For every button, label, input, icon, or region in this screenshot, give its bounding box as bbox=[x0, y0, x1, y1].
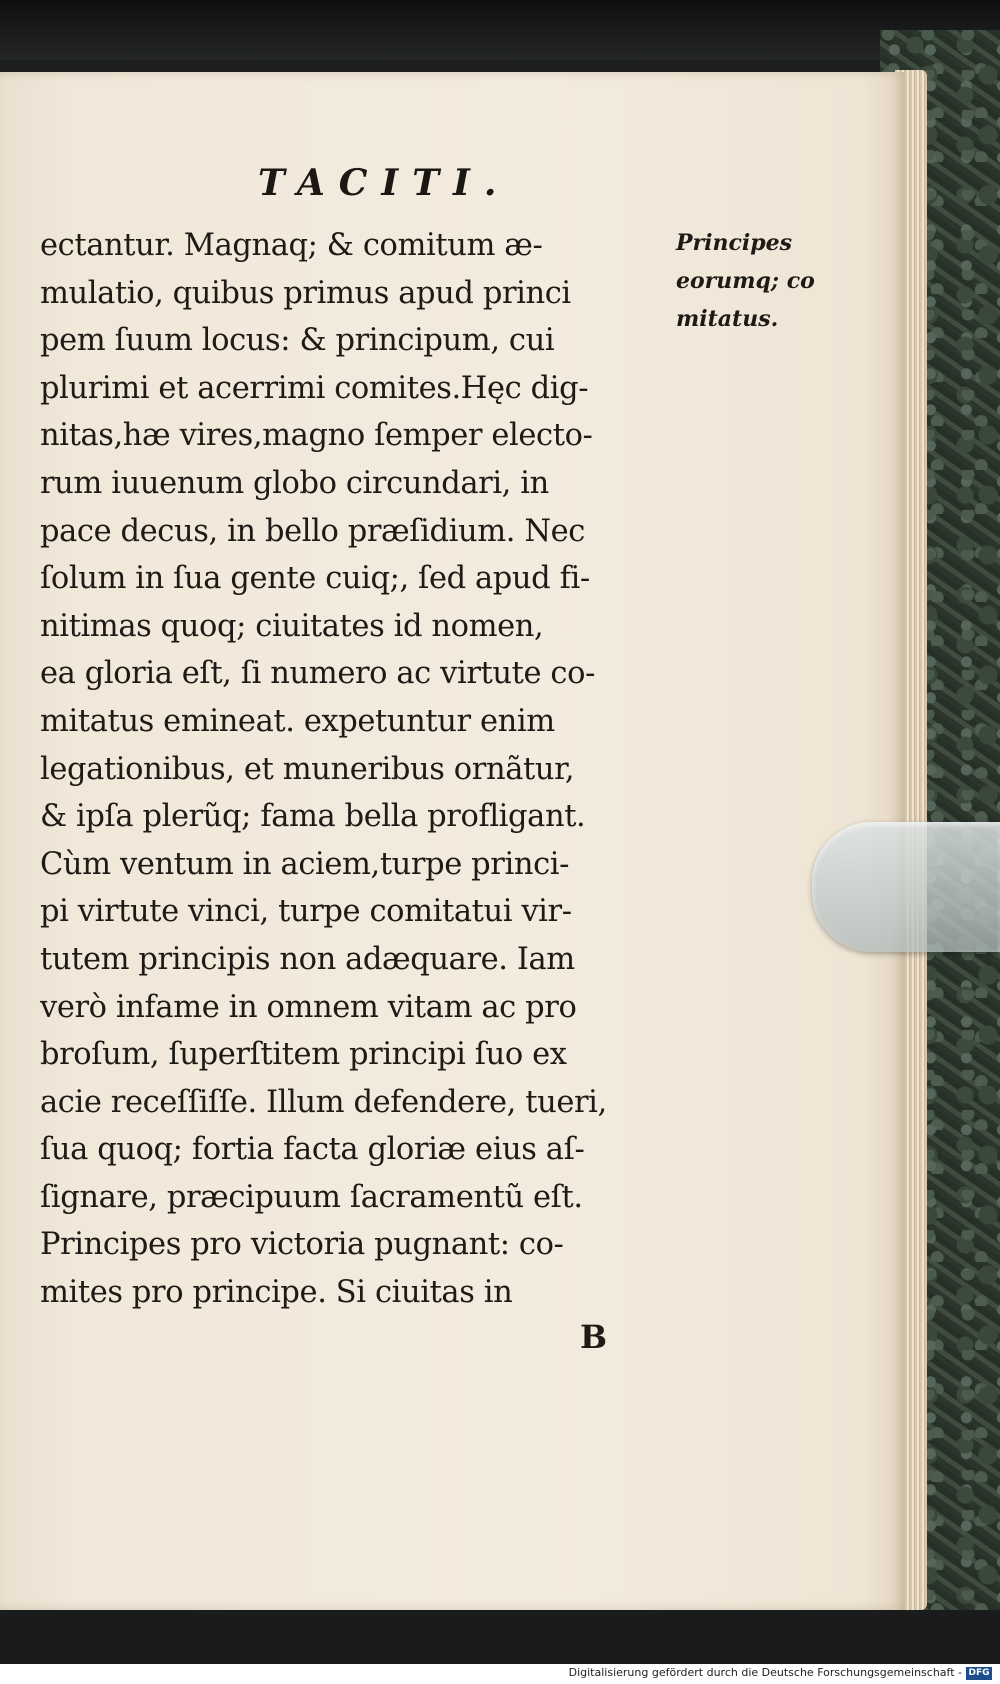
text-line: Cùm ventum in aciem,turpe princi- bbox=[40, 846, 570, 882]
text-line: broſum, ſuperſtitem principi ſuo ex bbox=[40, 1037, 567, 1073]
text-line: ectantur. Magnaq; & comitum æ- bbox=[40, 228, 543, 263]
text-line: pace decus, in bello præſidium. Nec bbox=[40, 513, 585, 549]
marginal-note-line: eorumq; co bbox=[676, 268, 815, 294]
main-text-block bbox=[40, 222, 670, 1317]
text-line: rum iuuenum globo circundari, in bbox=[40, 465, 549, 501]
signature-mark: B bbox=[580, 1318, 608, 1356]
text-line: legationibus, et muneribus ornãtur, bbox=[40, 751, 575, 787]
text-line: ſua quoq; fortia facta gloriæ eius aſ- bbox=[40, 1132, 585, 1168]
text-line: mites pro principe. Si ciuitas in bbox=[40, 1275, 513, 1311]
text-line: ſignare, præcipuum ſacramentũ eſt. bbox=[40, 1179, 583, 1215]
text-line: nitas,hæ vires,magno ſemper electo- bbox=[40, 418, 593, 454]
text-line: acie receſſiſſe. Illum defendere, tueri, bbox=[40, 1084, 607, 1120]
text-line: verò infame in omnem vitam ac pro bbox=[40, 989, 577, 1025]
background-bottom bbox=[0, 1610, 1000, 1664]
text-line: & ipſa plerũq; fama bella profligant. bbox=[40, 799, 586, 835]
text-line: nitimas quoq; ciuitates id nomen, bbox=[40, 608, 544, 644]
text-line: Principes pro victoria pugnant: co- bbox=[40, 1227, 564, 1263]
text-line: ea gloria eſt, ſi numero ac virtute co- bbox=[40, 656, 595, 692]
text-line: mitatus emineat. expetuntur enim bbox=[40, 703, 555, 739]
running-head: TACITI. bbox=[258, 162, 511, 204]
text-line: tutem principis non adæquare. Iam bbox=[40, 941, 575, 977]
text-line: pem ſuum locus: & principum, cui bbox=[40, 323, 555, 359]
background-top bbox=[0, 0, 1000, 60]
marginal-note-line: Principes bbox=[676, 230, 793, 256]
footer-credit: Digitalisierung gefördert durch die Deutsche Forschungsgemeinschaft - bbox=[568, 1666, 962, 1679]
marginal-note bbox=[676, 224, 815, 338]
marginal-note-line: mitatus. bbox=[676, 306, 779, 332]
bookmark-tab bbox=[812, 822, 1000, 952]
text-line: mulatio, quibus primus apud princi bbox=[40, 275, 571, 311]
dfg-logo: DFG bbox=[966, 1667, 992, 1680]
text-line: ſolum in ſua gente cuiq;, ſed apud fi- bbox=[40, 561, 590, 597]
show-through-text bbox=[790, 410, 796, 440]
text-line: pi virtute vinci, turpe comitatui vir- bbox=[40, 894, 572, 930]
text-line: plurimi et acerrimi comites.Hęc dig- bbox=[40, 370, 589, 406]
